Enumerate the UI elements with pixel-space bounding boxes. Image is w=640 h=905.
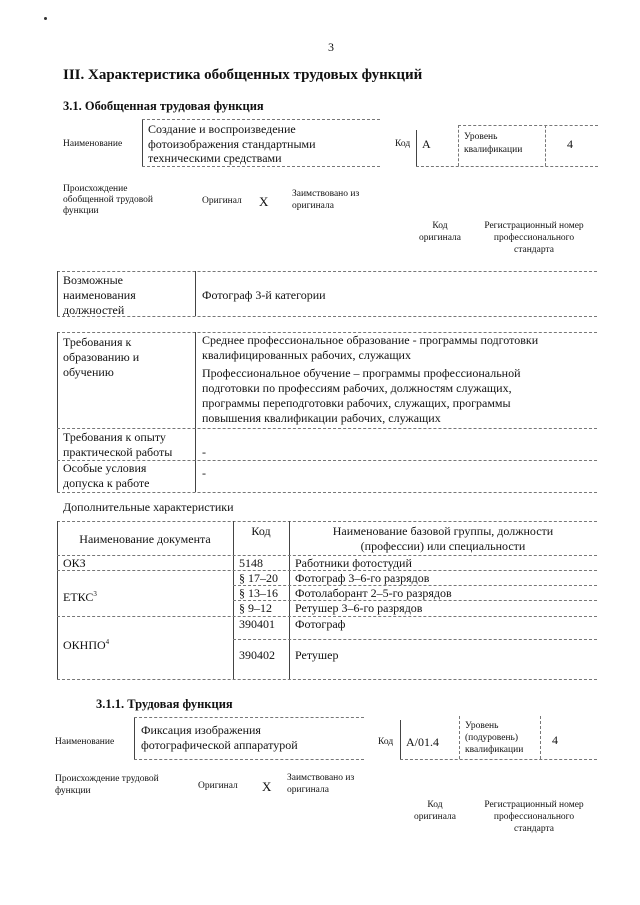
gtf-level-label2: квалификации bbox=[464, 145, 523, 155]
positions-label2: наименования bbox=[63, 288, 136, 302]
tf-level: 4 bbox=[552, 733, 558, 747]
additional-title: Дополнительные характеристики bbox=[63, 500, 234, 514]
gtf-name-line1: Создание и воспроизведение bbox=[148, 122, 296, 136]
exp-label1: Требования к опыту bbox=[63, 430, 166, 444]
origin-original-label: Оригинал bbox=[202, 196, 242, 206]
table-row: 390401 bbox=[239, 617, 275, 631]
origin-borrowed2: оригинала bbox=[292, 201, 334, 211]
origin-label1: Происхождение bbox=[63, 184, 128, 194]
tf-borrowed2: оригинала bbox=[287, 785, 329, 795]
table-row: Фотолаборант 2–5-го разрядов bbox=[295, 586, 452, 600]
gtf-name-line2: фотоизображения стандартными bbox=[148, 137, 316, 151]
tf-origin1: Происхождение трудовой bbox=[55, 774, 159, 784]
edu-p1-l1: Среднее профессиональное образование - программы подготовки bbox=[202, 333, 539, 347]
origin-reg3: стандарта bbox=[514, 245, 554, 255]
gtf-code: А bbox=[422, 137, 431, 151]
tf-code-label: Код bbox=[378, 737, 394, 747]
subsection-title: 3.1. Обобщенная трудовая функция bbox=[63, 99, 264, 113]
table-row: Фотограф 3–6-го разрядов bbox=[295, 571, 430, 585]
table-row: § 17–20 bbox=[239, 571, 278, 585]
edu-label1: Требования к bbox=[63, 335, 132, 349]
special-label1: Особые условия bbox=[63, 461, 147, 475]
table-row: Ретушер 3–6-го разрядов bbox=[295, 601, 423, 615]
page-number: 3 bbox=[328, 40, 334, 54]
table-row: 5148 bbox=[239, 556, 263, 570]
tf-code: А/01.4 bbox=[406, 735, 439, 749]
origin-original-mark: X bbox=[259, 194, 269, 209]
tf-reg3: стандарта bbox=[514, 824, 554, 834]
positions-label1: Возможные bbox=[63, 273, 123, 287]
edu-label3: обучению bbox=[63, 365, 114, 379]
origin-reg1: Регистрационный номер bbox=[484, 221, 584, 231]
edu-p1-l2: квалифицированных рабочих, служащих bbox=[202, 348, 411, 362]
special-label2: допуска к работе bbox=[63, 476, 150, 490]
oknpo-label: ОКНПО$^4$ bbox=[63, 638, 110, 652]
tf-original-mark: X bbox=[262, 779, 272, 794]
table-row: Ретушер bbox=[295, 648, 339, 662]
tf-name-line2: фотографической аппаратурой bbox=[141, 738, 298, 752]
section-title: III. Характеристика обобщенных трудовых функций bbox=[63, 67, 423, 83]
gtf-name-label: Наименование bbox=[63, 139, 123, 149]
tf-reg1: Регистрационный номер bbox=[484, 800, 584, 810]
origin-code-orig1: Код bbox=[432, 221, 448, 231]
edu-p2-l3: программы переподготовки рабочих, служащих, программы bbox=[202, 396, 511, 410]
edu-p2-l1: Профессиональное обучение – программы профессиональной bbox=[202, 366, 521, 380]
special-value: - bbox=[202, 466, 206, 480]
origin-code-orig2: оригинала bbox=[419, 233, 461, 243]
gtf-name-line3: техническими средствами bbox=[148, 151, 282, 165]
tf-name-line1: Фиксация изображения bbox=[141, 723, 261, 737]
tf-original-label: Оригинал bbox=[198, 781, 238, 791]
exp-value: - bbox=[202, 445, 206, 459]
tf-origin2: функции bbox=[55, 786, 91, 796]
tf-borrowed1: Заимствовано из bbox=[287, 773, 355, 783]
gtf-level-label1: Уровень bbox=[464, 132, 498, 142]
table-row: § 9–12 bbox=[239, 601, 272, 615]
exp-label2: практической работы bbox=[63, 445, 173, 459]
positions-label3: должностей bbox=[63, 303, 125, 317]
origin-borrowed1: Заимствовано из bbox=[292, 189, 360, 199]
table-row: 390402 bbox=[239, 648, 275, 662]
table-row: § 13–16 bbox=[239, 586, 278, 600]
origin-reg2: профессионального bbox=[493, 233, 575, 243]
tf-name-label: Наименование bbox=[55, 737, 115, 747]
tf-level1: Уровень bbox=[465, 721, 499, 731]
col-name-header2: (профессии) или специальности bbox=[360, 539, 526, 553]
origin-label3: функции bbox=[63, 206, 99, 216]
col-doc-header: Наименование документа bbox=[79, 532, 211, 546]
gtf-code-label: Код bbox=[395, 139, 411, 149]
col-code-header: Код bbox=[251, 524, 271, 538]
edu-p2-l4: повышения квалификации рабочих, служащих bbox=[202, 411, 441, 425]
origin-label2: обобщенной трудовой bbox=[63, 195, 153, 205]
table-row: Работники фотостудий bbox=[295, 556, 412, 570]
gtf-level: 4 bbox=[567, 137, 573, 151]
etks-label: ЕТКС$^3$ bbox=[63, 590, 97, 604]
table-row: Фотограф bbox=[295, 617, 346, 631]
okz-label: ОКЗ bbox=[63, 556, 86, 570]
tf-level2: (подуровень) bbox=[465, 733, 519, 743]
tf-code-orig2: оригинала bbox=[414, 812, 456, 822]
tf-reg2: профессионального bbox=[493, 812, 575, 822]
edu-p2-l2: подготовки по профессиям рабочих, должностям служащих, bbox=[202, 381, 512, 395]
col-name-header1: Наименование базовой группы, должности bbox=[332, 524, 554, 538]
positions-value: Фотограф 3-й категории bbox=[202, 288, 326, 302]
tf-level3: квалификации bbox=[465, 745, 524, 755]
scan-speck bbox=[44, 17, 47, 20]
tf-title: 3.1.1. Трудовая функция bbox=[96, 697, 233, 711]
edu-label2: образованию и bbox=[63, 350, 140, 364]
tf-code-orig1: Код bbox=[427, 800, 443, 810]
